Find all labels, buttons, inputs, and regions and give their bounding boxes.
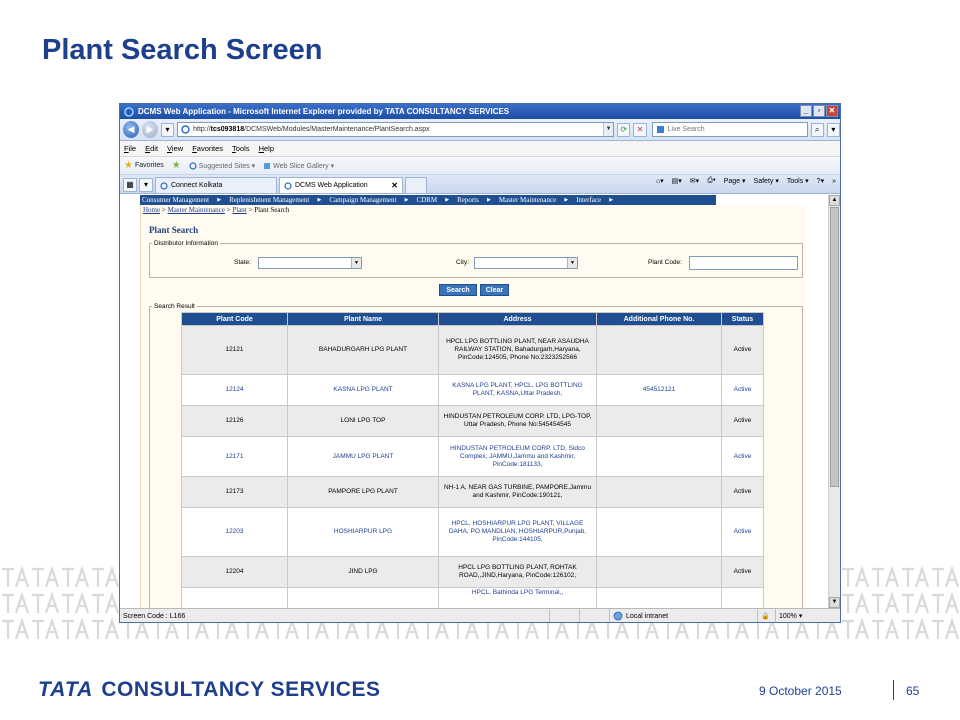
cell-status: Active — [722, 477, 764, 508]
cell-address: HPCL LPG BOTTLING PLANT, ROHTAK ROAD,,JIND,Haryana, PinCode:126102, — [439, 557, 597, 588]
page-content-area — [120, 195, 828, 608]
refresh-button[interactable]: ⟳ — [617, 123, 630, 137]
ie-logo-icon — [124, 107, 134, 117]
cell-plant-name: BAHADURGARH LPG PLANT — [288, 326, 439, 375]
col-plant-code[interactable]: Plant Code — [182, 313, 288, 326]
table-row[interactable] — [182, 375, 764, 406]
web-slice-gallery-link[interactable]: Web Slice Gallery ▾ — [263, 162, 334, 170]
menu-help[interactable]: Help — [258, 144, 274, 153]
cell-address: HINDUSTAN PETROLEUM CORP. LTD, Sidco Complex, JAMMU,Jammu and Kashmir, PinCode:181133, — [439, 437, 597, 477]
plant-code-label: Plant Code: — [648, 259, 682, 266]
menu-favorites[interactable]: Favorites — [192, 144, 224, 153]
cell-plant-code: 12171 — [182, 437, 288, 477]
distributor-info-legend: Distributor Information — [154, 240, 218, 247]
cell-plant-code: 12204 — [182, 557, 288, 588]
chevron-down-icon: ▼ — [567, 258, 577, 268]
cell-status — [722, 588, 764, 609]
vertical-scrollbar[interactable] — [828, 195, 840, 608]
clear-button[interactable]: Clear — [480, 284, 509, 296]
breadcrumb-master-maintenance[interactable]: Master Maintenance — [167, 206, 225, 214]
menu-edit[interactable]: Edit — [145, 144, 159, 153]
breadcrumb: Home > Master Maintenance > Plant > Plant Search — [143, 206, 290, 214]
tab-connect-kolkata[interactable]: Connect Kolkata — [155, 177, 277, 193]
print-icon[interactable]: ⎙▾ — [707, 177, 716, 184]
cell-plant-code: 12124 — [182, 375, 288, 406]
browser-window — [119, 103, 841, 623]
cell-plant-name: PAMPORE LPG PLANT — [288, 477, 439, 508]
cell-address: HPCL LPG BOTTLING PLANT, NEAR ASAUDHA RAILWAY STATION, Bahadurgarh,Haryana, PinCode:124505, Phone No:2323252566 — [439, 326, 597, 375]
protected-mode-icon[interactable]: 🔒 — [758, 609, 776, 624]
cell-status: Active — [722, 437, 764, 477]
cell-status: Active — [722, 326, 764, 375]
ie-tab-icon — [284, 182, 292, 190]
tab-dcms-web-application[interactable]: DCMS Web Application ✕ — [279, 177, 403, 193]
browser-titlebar — [120, 104, 840, 119]
status-zone: Local intranet — [610, 609, 758, 624]
scroll-thumb[interactable] — [830, 207, 839, 487]
content-panel — [140, 205, 806, 608]
globe-icon — [613, 611, 623, 621]
nav-master-maintenance[interactable]: Master Maintenance ▶ — [499, 196, 576, 204]
search-result-legend: Search Result — [154, 303, 195, 310]
slide-page-number: 65 — [906, 684, 920, 698]
cell-address: HINDUSTAN PETROLEUM CORP. LTD, LPG-TOP, Uttar Pradesh, Phone No:545454545 — [439, 406, 597, 437]
cell-plant-name: KASNA LPG PLANT — [288, 375, 439, 406]
cell-phone — [597, 437, 722, 477]
breadcrumb-plant[interactable]: Plant — [232, 206, 247, 214]
home-icon[interactable]: ⌂▾ — [655, 178, 664, 185]
live-search-icon — [656, 125, 665, 134]
menu-bar — [120, 141, 840, 157]
cell-plant-code: 12126 — [182, 406, 288, 437]
recent-pages-dropdown[interactable]: ▾ — [161, 123, 174, 137]
menu-tools[interactable]: Tools — [232, 144, 250, 153]
cell-plant-name: JAMMU LPG PLANT — [288, 437, 439, 477]
menu-file[interactable]: File — [124, 144, 137, 153]
chevron-right-icon[interactable]: » — [832, 177, 836, 185]
nav-campaign-management[interactable]: Campaign Management ▶ — [329, 196, 416, 204]
slide-date: 9 October 2015 — [759, 684, 842, 698]
ie-page-icon — [189, 162, 197, 170]
close-window-button[interactable]: ✕ — [826, 105, 838, 117]
results-table — [181, 312, 764, 608]
table-row[interactable] — [182, 406, 764, 437]
window-title: DCMS Web Application - Microsoft Internet Explorer provided by TATA CONSULTANCY SERVICES — [138, 107, 510, 116]
consultancy-services-text: CONSULTANCY SERVICES — [101, 678, 381, 701]
url-path: /DCMSWeb/Modules/MasterMaintenance/PlantSearch.aspx — [244, 126, 430, 133]
app-nav-bar — [140, 195, 716, 205]
address-bar — [120, 119, 840, 141]
table-row[interactable] — [182, 557, 764, 588]
tab-bar — [120, 175, 840, 194]
status-bar — [120, 608, 840, 623]
cell-phone — [597, 557, 722, 588]
add-favorite-icon[interactable]: ★ — [171, 160, 181, 171]
cell-status: Active — [722, 557, 764, 588]
status-screen-code: Screen Code : L166 — [120, 609, 550, 624]
tata-logo-text: TATA — [38, 678, 94, 701]
ie-tab-icon — [160, 182, 168, 190]
favorites-button[interactable]: ★ Favorites — [124, 160, 164, 171]
maximize-button[interactable]: ▫ — [813, 105, 825, 117]
search-options-dropdown[interactable]: ▾ — [827, 123, 840, 137]
nav-reports[interactable]: Reports ▶ — [457, 196, 499, 204]
cell-status: Active — [722, 508, 764, 557]
star-icon: ★ — [124, 160, 133, 171]
url-dropdown-arrow[interactable]: ▼ — [603, 123, 613, 136]
cell-status: Active — [722, 375, 764, 406]
mail-icon[interactable]: ✉▾ — [689, 178, 700, 185]
col-address[interactable]: Address — [439, 313, 597, 326]
search-input[interactable]: Live Search — [652, 122, 808, 137]
cell-phone — [597, 406, 722, 437]
search-button[interactable]: Search — [439, 284, 477, 296]
stop-button[interactable]: ✕ — [633, 123, 646, 137]
table-row[interactable] — [182, 588, 764, 609]
state-select[interactable] — [258, 257, 362, 269]
cell-plant-code — [182, 588, 288, 609]
menu-view[interactable]: View — [167, 144, 184, 153]
col-status[interactable]: Status — [722, 313, 764, 326]
cell-plant-name: LONI LPG TOP — [288, 406, 439, 437]
nav-consumer-management[interactable]: Consumer Management ▶ — [142, 196, 229, 204]
web-slice-icon — [263, 162, 271, 170]
quick-tabs-button[interactable]: ▦ — [123, 178, 137, 192]
plant-code-input[interactable] — [689, 256, 798, 270]
back-button[interactable]: ◀ — [123, 121, 139, 138]
minimize-button[interactable]: _ — [800, 105, 812, 117]
cell-plant-name: HOSHIARPUR LPG — [288, 508, 439, 557]
cell-address: HPCL, HOSHIARPUR LPG PLANT, VILLAGE DAHA, PO MANDLIAN, HOSHIARPUR,Punjab, PinCode:144105, — [439, 508, 597, 557]
cell-phone: 454512121 — [597, 375, 722, 406]
cell-phone — [597, 508, 722, 557]
cell-address: NH-1 A, NEAR GAS TURBINE, PAMPORE,Jammu and Kashmir, PinCode:190121, — [439, 477, 597, 508]
cell-plant-name — [288, 588, 439, 609]
forward-button[interactable]: ▶ — [142, 121, 158, 138]
breadcrumb-home[interactable]: Home — [143, 206, 161, 214]
tools-menu[interactable]: Tools ▾ — [786, 178, 809, 185]
page-heading: Plant Search — [149, 225, 199, 235]
city-label: City: — [456, 259, 469, 266]
cell-address: HPCL, Bathinda LPG Terminal,, — [439, 588, 597, 609]
cell-plant-code: 12173 — [182, 477, 288, 508]
url-field[interactable] — [177, 122, 614, 137]
scroll-up-icon[interactable]: ▲ — [829, 195, 840, 206]
search-go-button[interactable]: ⌕ — [811, 123, 824, 137]
tab-list-dropdown[interactable]: ▾ — [139, 178, 153, 192]
close-tab-icon[interactable]: ✕ — [391, 181, 398, 190]
page-menu[interactable]: Page ▾ — [723, 178, 746, 185]
safety-menu[interactable]: Safety ▾ — [753, 178, 779, 185]
cell-phone — [597, 477, 722, 508]
table-row[interactable] — [182, 437, 764, 477]
state-label: State: — [234, 259, 251, 266]
suggested-sites-link[interactable]: Suggested Sites ▾ — [189, 162, 255, 170]
url-host: tcs093818 — [210, 126, 245, 133]
cell-phone — [597, 588, 722, 609]
nav-cdrm[interactable]: CDRM ▶ — [416, 196, 457, 204]
help-icon[interactable]: ?▾ — [816, 178, 825, 185]
favorites-bar — [120, 157, 840, 175]
footer-divider — [893, 680, 894, 700]
new-tab-button[interactable] — [405, 177, 427, 193]
table-row[interactable] — [182, 477, 764, 508]
city-select[interactable] — [474, 257, 578, 269]
cell-plant-code: 12121 — [182, 326, 288, 375]
scroll-down-icon[interactable]: ▼ — [829, 597, 840, 608]
chevron-down-icon: ▼ — [351, 258, 361, 268]
breadcrumb-current: Plant Search — [254, 206, 290, 214]
cell-plant-name: JIND LPG — [288, 557, 439, 588]
tcs-logo — [38, 678, 380, 702]
page-icon — [181, 125, 190, 134]
cell-address: KASNA LPG PLANT, HPCL, LPG BOTTLING PLANT, KASNA,Uttar Pradesh, — [439, 375, 597, 406]
nav-interface[interactable]: Interface ▶ — [576, 196, 621, 204]
url-prefix: http:// — [193, 126, 211, 133]
feeds-icon[interactable]: ▤▾ — [671, 178, 682, 185]
cell-phone — [597, 326, 722, 375]
col-plant-name[interactable]: Plant Name — [288, 313, 439, 326]
nav-replenishment-management[interactable]: Replenishment Management ▶ — [229, 196, 329, 204]
cell-plant-code: 12203 — [182, 508, 288, 557]
col-additional-phone[interactable]: Additional Phone No. — [597, 313, 722, 326]
table-row[interactable] — [182, 508, 764, 557]
slide-title: Plant Search Screen — [42, 34, 323, 66]
zoom-level[interactable]: 100% ▾ — [779, 612, 803, 620]
table-row[interactable] — [182, 326, 764, 375]
cell-status: Active — [722, 406, 764, 437]
